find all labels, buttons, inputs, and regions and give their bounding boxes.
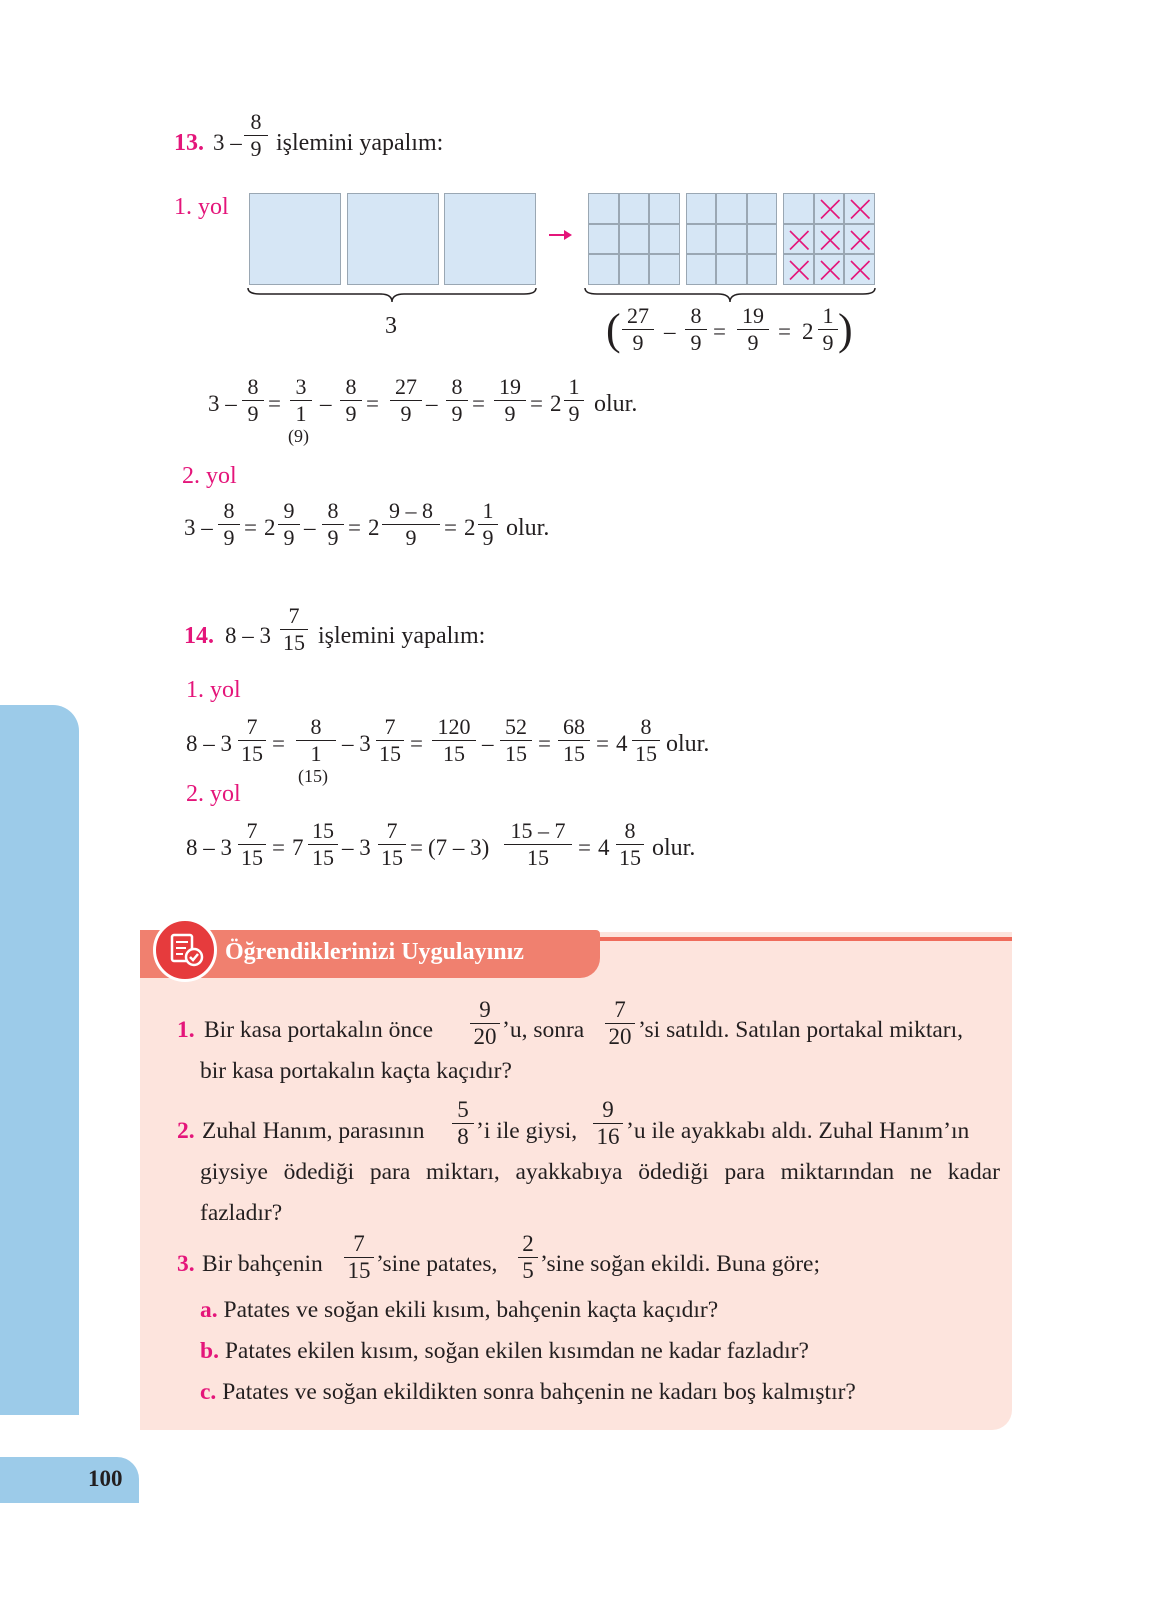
ninth-cell bbox=[649, 254, 680, 285]
p14-eq2-end: olur. bbox=[652, 835, 696, 861]
q1-number: 1. bbox=[177, 1017, 195, 1043]
ninth-cell bbox=[619, 254, 650, 285]
ninth-cell bbox=[588, 254, 619, 285]
diagram-frac-8-9: 8 9 bbox=[685, 304, 707, 355]
diagram-mixed-whole: 2 bbox=[802, 319, 814, 344]
ninth-cell bbox=[747, 254, 778, 285]
q3-text-3: ’sine soğan ekildi. Buna göre; bbox=[540, 1251, 820, 1277]
p14-eq1-minus: – bbox=[482, 731, 494, 756]
p14-eq2-f2: 15 15 bbox=[308, 819, 338, 870]
p14-eq2-f1: 7 15 bbox=[238, 819, 266, 870]
p13-eq1-f5: 8 9 bbox=[446, 375, 468, 426]
p14-yol2-label: 2. yol bbox=[186, 781, 241, 807]
p14-eq1-end: olur. bbox=[666, 731, 710, 757]
ninth-cell bbox=[716, 193, 747, 224]
q2-line-2: giysiye ödediği para miktarı, ayakkabıya ödediği para miktarından ne kadar bbox=[200, 1159, 1000, 1185]
exercise-box-top-line bbox=[600, 937, 1012, 941]
q3-number: 3. bbox=[177, 1251, 195, 1277]
q1-line-2: bir kasa portakalın kaçta kaçıdır? bbox=[200, 1058, 512, 1084]
diagram-close-paren: ) bbox=[838, 305, 853, 354]
p13-eq1-multiplier: (9) bbox=[288, 426, 309, 446]
crossed-ninth-cell bbox=[814, 224, 845, 255]
q2-text-1: Zuhal Hanım, parasının bbox=[202, 1118, 425, 1144]
p13-eq2-eq2: = bbox=[348, 515, 361, 540]
ninth-cell bbox=[649, 224, 680, 255]
p14-eq1-multiplier: (15) bbox=[298, 766, 328, 786]
p13-eq2-f5: 1 9 bbox=[478, 499, 498, 550]
p14-yol1-label: 1. yol bbox=[186, 677, 241, 703]
crossed-ninth-cell bbox=[844, 254, 875, 285]
diagram-minus: – bbox=[664, 319, 676, 344]
page-number: 100 bbox=[88, 1466, 123, 1491]
ninth-cell bbox=[716, 254, 747, 285]
q2-text-3: ’u ile ayakkabı aldı. Zuhal Hanım’ın bbox=[626, 1118, 970, 1144]
whole-square-3 bbox=[444, 193, 536, 285]
crossed-ninth-cell bbox=[844, 224, 875, 255]
brace-left bbox=[246, 286, 539, 306]
p14-eq2-f3: 7 15 bbox=[378, 819, 406, 870]
whole-square-1 bbox=[249, 193, 341, 285]
q1-frac-1: 9 20 bbox=[470, 998, 500, 1049]
brace-label: 3 bbox=[385, 313, 397, 339]
ninth-cell bbox=[783, 193, 814, 224]
p13-eq1-minus2: – bbox=[426, 391, 438, 416]
diagram-frac-27-9: 27 9 bbox=[622, 304, 654, 355]
p13-eq2-w1: 2 bbox=[264, 515, 276, 540]
ninth-cell bbox=[747, 193, 778, 224]
q3-item-a: a. Patates ve soğan ekili kısım, bahçenin kaçta kaçıdır? bbox=[200, 1297, 719, 1323]
p13-eq1-lead: 3 – bbox=[208, 391, 237, 416]
p14-eq2-eq1: = bbox=[272, 835, 285, 860]
p13-eq2-end: olur. bbox=[506, 515, 550, 541]
q3-frac-2: 2 5 bbox=[518, 1232, 538, 1283]
p13-eq2-f1: 8 9 bbox=[218, 499, 240, 550]
p13-eq2-eq1: = bbox=[244, 515, 257, 540]
ninth-cell bbox=[747, 224, 778, 255]
p13-eq1-end: olur. bbox=[594, 391, 638, 417]
diagram-open-paren: ( bbox=[606, 305, 621, 354]
p14-eq2-w2: 4 bbox=[598, 835, 610, 860]
p13-eq1-f4: 27 9 bbox=[390, 375, 422, 426]
p13-eq2-f2: 9 9 bbox=[278, 499, 300, 550]
diagram-frac-19-9: 19 9 bbox=[737, 304, 769, 355]
p14-eq1-eq4: = bbox=[596, 731, 609, 756]
p14-eq1-f1: 7 15 bbox=[238, 715, 266, 766]
q2-frac-2: 9 16 bbox=[593, 1098, 623, 1149]
problem-13-number: 13. bbox=[174, 130, 204, 156]
ninth-cell bbox=[686, 254, 717, 285]
p14-fraction: 7 15 bbox=[280, 604, 308, 655]
p13-eq2-eq3: = bbox=[444, 515, 457, 540]
p14-eq2-f4: 15 – 7 15 bbox=[504, 819, 572, 870]
p13-whole: 3 – bbox=[213, 130, 242, 155]
p14-eq2-paren: (7 – 3) bbox=[428, 835, 490, 860]
ninth-cell bbox=[619, 224, 650, 255]
whole-square-2 bbox=[347, 193, 439, 285]
p14-eq1-f7: 8 15 bbox=[632, 715, 660, 766]
p13-eq1-minus1: – bbox=[320, 391, 332, 416]
p14-eq2-eq3: = bbox=[578, 835, 591, 860]
q1-text-3: ’si satıldı. Satılan portakal miktarı, bbox=[638, 1017, 964, 1043]
p14-eq1-eq2: = bbox=[410, 731, 423, 756]
p14-lead: 8 – 3 bbox=[225, 623, 271, 648]
q1-frac-2: 7 20 bbox=[605, 998, 635, 1049]
p13-eq2-f4: 9 – 8 9 bbox=[382, 499, 440, 550]
crossed-ninth-cell bbox=[814, 254, 845, 285]
p13-eq1-eq3: = bbox=[472, 391, 485, 416]
checklist-icon bbox=[153, 918, 217, 982]
diagram-frac-1-9: 1 9 bbox=[818, 304, 838, 355]
ninth-cell bbox=[588, 224, 619, 255]
p14-title: işlemini yapalım: bbox=[318, 623, 486, 649]
p14-eq1-eq1: = bbox=[272, 731, 285, 756]
ninth-cell bbox=[716, 224, 747, 255]
p13-eq2-minus: – bbox=[304, 515, 316, 540]
p14-eq1-eq3: = bbox=[538, 731, 551, 756]
ninth-cell bbox=[686, 193, 717, 224]
p13-eq1-f6: 19 9 bbox=[494, 375, 526, 426]
p14-eq1-whole: 4 bbox=[616, 731, 628, 756]
p13-eq1-f3: 8 9 bbox=[340, 375, 362, 426]
crossed-ninth-cell bbox=[844, 193, 875, 224]
p14-eq1-f5: 52 15 bbox=[500, 715, 532, 766]
q1-text-2: ’u, sonra bbox=[502, 1017, 585, 1043]
q3-text-2: ’sine patates, bbox=[376, 1251, 498, 1277]
side-bar bbox=[0, 705, 79, 1415]
p13-eq1-f7: 1 9 bbox=[564, 375, 584, 426]
q2-text-2: ’i ile giysi, bbox=[476, 1118, 578, 1144]
q2-frac-1: 5 8 bbox=[452, 1098, 474, 1149]
p13-eq1-eq2: = bbox=[366, 391, 379, 416]
p13-title: işlemini yapalım: bbox=[276, 130, 444, 156]
p13-eq1-eq1: = bbox=[268, 391, 281, 416]
p14-eq2-b: – 3 bbox=[342, 835, 371, 860]
diagram-equals-2: = bbox=[778, 319, 791, 344]
p13-eq2-f3: 8 9 bbox=[322, 499, 344, 550]
p13-eq1-whole: 2 bbox=[550, 391, 562, 416]
p14-eq1-f3: 7 15 bbox=[376, 715, 404, 766]
p14-eq2-w1: 7 bbox=[292, 835, 304, 860]
crossed-ninth-cell bbox=[783, 254, 814, 285]
p13-eq2-w2: 2 bbox=[368, 515, 380, 540]
q2-line-3: fazladır? bbox=[200, 1200, 283, 1226]
p13-eq2-lead: 3 – bbox=[184, 515, 213, 540]
ninth-cell bbox=[588, 193, 619, 224]
p13-yol1-label: 1. yol bbox=[174, 194, 229, 220]
q1-text-1: Bir kasa portakalın önce bbox=[204, 1017, 434, 1043]
ninth-cell bbox=[649, 193, 680, 224]
p13-yol2-label: 2. yol bbox=[182, 463, 237, 489]
exercise-title: Öğrendiklerinizi Uygulayınız bbox=[225, 939, 524, 965]
p13-eq1-eq4: = bbox=[530, 391, 543, 416]
q2-number: 2. bbox=[177, 1118, 195, 1144]
diagram-equals-1: = bbox=[713, 319, 726, 344]
arrow-right-icon bbox=[548, 228, 574, 242]
crossed-ninth-cell bbox=[814, 193, 845, 224]
p14-eq1-lead: 8 – 3 bbox=[186, 731, 232, 756]
p13-eq1-f2: 3 1 bbox=[290, 375, 312, 426]
p14-eq1-b: – 3 bbox=[342, 731, 371, 756]
problem-14-number: 14. bbox=[184, 623, 214, 649]
p14-eq1-f6: 68 15 bbox=[558, 715, 590, 766]
ninth-cell bbox=[619, 193, 650, 224]
p13-eq2-w3: 2 bbox=[464, 515, 476, 540]
q3-frac-1: 7 15 bbox=[344, 1232, 374, 1283]
p14-eq1-f2: 8 1 bbox=[296, 715, 336, 766]
p14-eq1-f4: 120 15 bbox=[432, 715, 476, 766]
p14-eq2-lead: 8 – 3 bbox=[186, 835, 232, 860]
q3-text-1: Bir bahçenin bbox=[202, 1251, 323, 1277]
p14-eq2-f5: 8 15 bbox=[616, 819, 644, 870]
ninth-cell bbox=[686, 224, 717, 255]
p13-fraction: 8 9 bbox=[244, 110, 268, 161]
q3-item-b: b. Patates ekilen kısım, soğan ekilen kısımdan ne kadar fazladır? bbox=[200, 1338, 809, 1364]
crossed-ninth-cell bbox=[783, 224, 814, 255]
p14-eq2-eq2: = bbox=[410, 835, 423, 860]
q3-item-c: c. Patates ve soğan ekildikten sonra bahçenin ne kadarı boş kalmıştır? bbox=[200, 1379, 856, 1405]
p13-eq1-f1: 8 9 bbox=[242, 375, 264, 426]
